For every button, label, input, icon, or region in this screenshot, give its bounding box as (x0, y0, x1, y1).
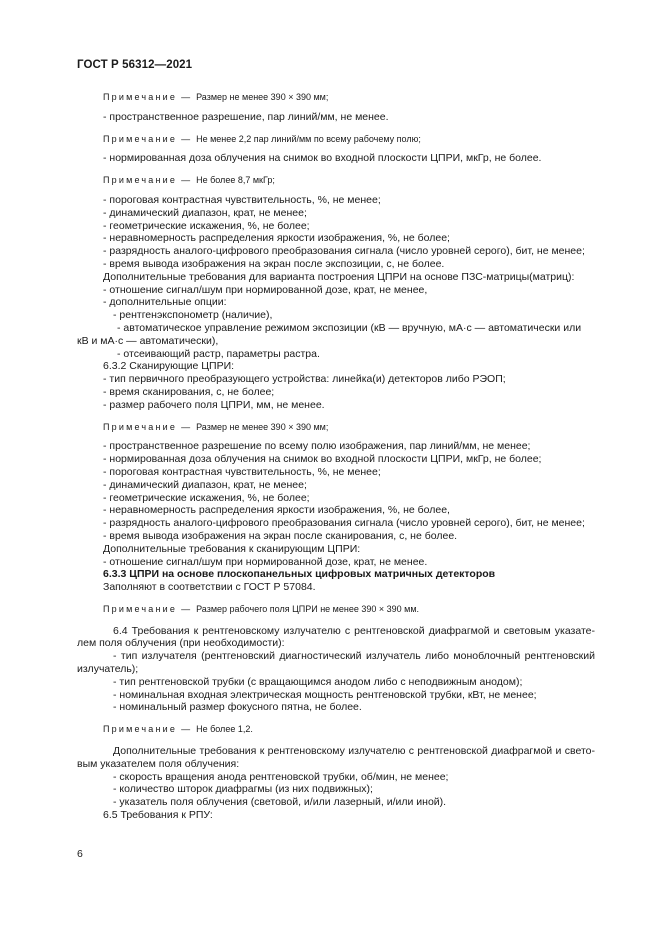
note-line (0, 91, 661, 104)
note-line (0, 174, 661, 187)
note-label: Примечание (103, 175, 178, 186)
text-line: - размер рабочего поля ЦПРИ, мм, не менее. (103, 398, 325, 411)
text-line: - номинальный размер фокусного пятна, не более. (113, 701, 362, 714)
text-line: - нормированная доза облучения на снимок во входной плоскости ЦПРИ, мкГр, не более; (103, 453, 542, 466)
text-line: лем поля облучения (при необходимости): (77, 637, 285, 650)
text-line: 6.4 Требования к рентгеновскому излучателю с рентгеновской диафрагмой и световым указате- (113, 624, 595, 637)
text-line: - указатель поля облучения (световой, и/или лазерный, и/или иной). (113, 796, 447, 809)
text-line: - динамический диапазон, крат, не менее; (103, 478, 307, 491)
text-line: вым указателем поля облучения: (77, 757, 240, 770)
page-number: 6 (77, 848, 83, 860)
text-line: - тип рентгеновской трубки (с вращающимся анодом либо с неподвижным анодом); (113, 675, 523, 688)
text-line: - время вывода изображения на экран после экспозиции, с, не более. (103, 257, 445, 270)
text-line: - геометрические искажения, %, не более; (103, 219, 310, 232)
text-line: Заполняют в соответствии с ГОСТ Р 57084. (103, 581, 316, 594)
note-text: Размер не менее 390 × 390 мм; (196, 421, 329, 432)
text-line: - пространственное разрешение по всему полю изображения, пар линий/мм, не менее; (103, 440, 531, 453)
text-line: - разрядность аналого-цифрового преобразования сигнала (число уровней серого), бит, не менее; (103, 517, 585, 530)
text-line: - номинальная входная электрическая мощность рентгеновской трубки, кВт, не менее; (113, 688, 537, 701)
text-line: Дополнительные требования для варианта построения ЦПРИ на основе ПЗС-матрицы(матриц): (103, 270, 575, 283)
text-line: - скорость вращения анода рентгеновской трубки, об/мин, не менее; (113, 770, 449, 783)
note-label: Примечание (103, 421, 178, 432)
text-line: - отсеивающий растр, параметры растра. (117, 347, 320, 360)
note-line (0, 421, 661, 434)
text-line: - пространственное разрешение, пар линий/мм, не менее. (103, 110, 389, 123)
text-line: - дополнительные опции: (103, 296, 227, 309)
text-line: - неравномерность распределения яркости изображения, %, не более; (103, 232, 450, 245)
text-line: - автоматическое управление режимом экспозиции (кВ — вручную, мА·с — автоматически или (117, 321, 582, 334)
note-label: Примечание (103, 133, 178, 144)
text-line: - пороговая контрастная чувствительность, %, не менее; (103, 465, 381, 478)
section-heading: 6.3.2 Сканирующие ЦПРИ: (103, 360, 235, 373)
text-line: - пороговая контрастная чувствительность, %, не менее; (103, 193, 381, 206)
note-text: Не более 8,7 мкГр; (196, 175, 275, 186)
text-line: - разрядность аналого-цифрового преобразования сигнала (число уровней серого), бит, не менее; (103, 245, 585, 258)
note-dash: — (181, 421, 191, 432)
text-line: Дополнительные требования к рентгеновскому излучателю с рентгеновской диафрагмой и свето- (113, 745, 595, 758)
note-dash: — (181, 133, 191, 144)
text-line: - отношение сигнал/шум при нормированной дозе, крат, не менее. (103, 555, 428, 568)
text-line: - неравномерность распределения яркости изображения, %, не более, (103, 504, 450, 517)
text-line: Дополнительные требования к сканирующим ЦПРИ: (103, 542, 361, 555)
note-line (0, 603, 661, 616)
text-line: - тип первичного преобразующего устройства: линейка(и) детекторов либо РЭОП; (103, 373, 506, 386)
text-line: кВ и мА·с — автоматически), (77, 334, 219, 347)
text-line: - динамический диапазон, крат, не менее; (103, 206, 307, 219)
text-line: - время вывода изображения на экран после сканирования, с, не более. (103, 529, 458, 542)
note-text: Размер не менее 390 × 390 мм; (196, 92, 329, 102)
note-dash: — (181, 175, 191, 186)
note-label: Примечание (103, 724, 178, 735)
document-header: ГОСТ Р 56312—2021 (77, 59, 193, 71)
text-line: - геометрические искажения, %, не более; (103, 491, 310, 504)
text-line: - тип излучателя (рентгеновский диагностический излучатель либо моноблочный рентгеновский (113, 650, 595, 663)
note-label: Примечание (103, 603, 178, 614)
note-dash: — (181, 92, 191, 102)
note-text: Размер рабочего поля ЦПРИ не менее 390 × 390 мм. (196, 603, 420, 614)
note-line (0, 133, 661, 146)
note-line (0, 723, 661, 736)
text-line: - отношение сигнал/шум при нормированной дозе, крат, не менее, (103, 283, 428, 296)
text-line: - рентгенэкспонометр (наличие), (113, 309, 273, 322)
note-dash: — (181, 603, 191, 614)
note-label: Примечание (103, 92, 178, 102)
note-text: Не менее 2,2 пар линий/мм по всему рабочему полю; (196, 133, 421, 144)
note-dash: — (181, 724, 191, 735)
text-line: излучатель); (77, 663, 139, 676)
note-text: Не более 1,2. (196, 724, 253, 735)
section-heading: 6.5 Требования к РПУ: (103, 809, 213, 822)
page-body (0, 91, 661, 822)
text-line: - количество шторок диафрагмы (из них подвижных); (113, 783, 373, 796)
text-line: - нормированная доза облучения на снимок во входной плоскости ЦПРИ, мкГр, не более. (103, 152, 542, 165)
section-heading: 6.3.3 ЦПРИ на основе плоскопанельных цифровых матричных детекторов (103, 568, 496, 581)
text-line: - время сканирования, с, не более; (103, 385, 275, 398)
